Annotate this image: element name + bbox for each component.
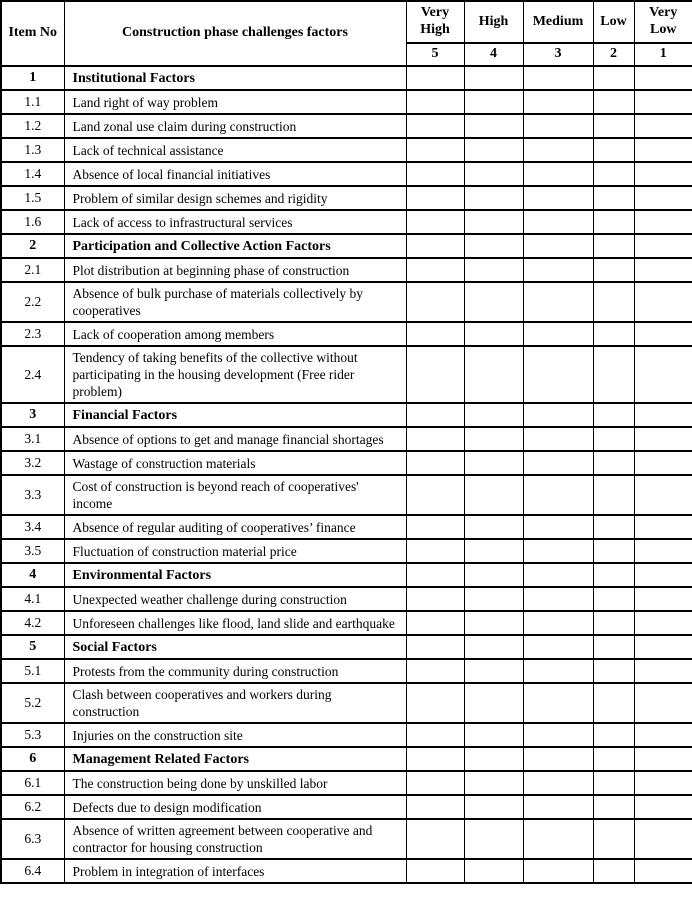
table-row [1, 563, 692, 587]
rating-cell-very-low[interactable] [634, 659, 692, 683]
rating-cell-very-high[interactable] [406, 346, 464, 403]
rating-cell-low[interactable] [593, 515, 634, 539]
rating-cell-very-high[interactable] [406, 322, 464, 346]
table-row [1, 635, 692, 659]
rating-cell-low[interactable] [593, 611, 634, 635]
rating-cell-medium[interactable] [523, 210, 593, 234]
header-scale-high: High [464, 1, 523, 43]
rating-cell-very-low[interactable] [634, 611, 692, 635]
rating-cell-medium[interactable] [523, 186, 593, 210]
rating-cell-low[interactable] [593, 403, 634, 427]
item-no-cell: 1.3 [1, 138, 64, 162]
factor-cell: Defects due to design modification [64, 795, 406, 819]
rating-cell-medium[interactable] [523, 114, 593, 138]
rating-cell-very-high[interactable] [406, 771, 464, 795]
rating-cell-high[interactable] [464, 539, 523, 563]
rating-cell-low[interactable] [593, 859, 634, 883]
item-no-cell: 5.1 [1, 659, 64, 683]
rating-cell-high[interactable] [464, 683, 523, 723]
rating-cell-very-high[interactable] [406, 90, 464, 114]
rating-cell-very-high[interactable] [406, 747, 464, 771]
rating-cell-medium[interactable] [523, 138, 593, 162]
table-row [1, 162, 692, 186]
table-row [1, 282, 692, 322]
item-no-cell: 1.6 [1, 210, 64, 234]
rating-cell-very-high[interactable] [406, 587, 464, 611]
item-no-cell: 2.2 [1, 282, 64, 322]
rating-cell-very-high[interactable] [406, 563, 464, 587]
header-scale-low: Low [593, 1, 634, 43]
rating-cell-high[interactable] [464, 138, 523, 162]
rating-cell-high[interactable] [464, 186, 523, 210]
rating-cell-medium[interactable] [523, 723, 593, 747]
header-scale-value-3: 3 [523, 43, 593, 66]
rating-cell-low[interactable] [593, 138, 634, 162]
rating-cell-very-high[interactable] [406, 475, 464, 515]
rating-cell-very-high[interactable] [406, 186, 464, 210]
rating-cell-low[interactable] [593, 747, 634, 771]
table-row [1, 451, 692, 475]
rating-cell-very-low[interactable] [634, 186, 692, 210]
table-row [1, 859, 692, 883]
factor-cell: Unforeseen challenges like flood, land slide and earthquake [64, 611, 406, 635]
rating-cell-high[interactable] [464, 563, 523, 587]
rating-cell-high[interactable] [464, 659, 523, 683]
factor-cell: Protests from the community during construction [64, 659, 406, 683]
rating-cell-very-high[interactable] [406, 723, 464, 747]
rating-cell-high[interactable] [464, 322, 523, 346]
rating-cell-medium[interactable] [523, 563, 593, 587]
rating-cell-very-low[interactable] [634, 90, 692, 114]
rating-cell-low[interactable] [593, 162, 634, 186]
table-row [1, 90, 692, 114]
factor-cell: Land zonal use claim during construction [64, 114, 406, 138]
table-header [1, 1, 692, 66]
rating-cell-medium[interactable] [523, 322, 593, 346]
rating-cell-high[interactable] [464, 451, 523, 475]
table-row [1, 322, 692, 346]
rating-cell-low[interactable] [593, 683, 634, 723]
rating-cell-low[interactable] [593, 659, 634, 683]
rating-cell-very-low[interactable] [634, 427, 692, 451]
rating-cell-medium[interactable] [523, 427, 593, 451]
rating-cell-low[interactable] [593, 282, 634, 322]
factor-cell: Injuries on the construction site [64, 723, 406, 747]
rating-cell-low[interactable] [593, 539, 634, 563]
table-row [1, 771, 692, 795]
header-scale-very-low: Very Low [634, 1, 692, 43]
rating-cell-low[interactable] [593, 475, 634, 515]
header-label-row [1, 1, 692, 43]
item-no-cell: 2.3 [1, 322, 64, 346]
table-body [1, 66, 692, 883]
item-no-cell: 3 [1, 403, 64, 427]
factor-cell: Land right of way problem [64, 90, 406, 114]
header-scale-value-2: 2 [593, 43, 634, 66]
table-row [1, 587, 692, 611]
rating-cell-high[interactable] [464, 90, 523, 114]
item-no-cell: 6.2 [1, 795, 64, 819]
rating-cell-medium[interactable] [523, 403, 593, 427]
table-row [1, 186, 692, 210]
rating-cell-very-high[interactable] [406, 234, 464, 258]
factor-cell: Problem in integration of interfaces [64, 859, 406, 883]
header-scale-value-4: 4 [464, 43, 523, 66]
rating-cell-very-low[interactable] [634, 539, 692, 563]
rating-cell-high[interactable] [464, 162, 523, 186]
rating-cell-low[interactable] [593, 723, 634, 747]
rating-cell-low[interactable] [593, 451, 634, 475]
rating-cell-very-high[interactable] [406, 66, 464, 90]
rating-cell-very-high[interactable] [406, 683, 464, 723]
rating-cell-very-high[interactable] [406, 451, 464, 475]
table-row [1, 659, 692, 683]
item-no-cell: 6.1 [1, 771, 64, 795]
rating-cell-medium[interactable] [523, 451, 593, 475]
rating-cell-very-high[interactable] [406, 114, 464, 138]
factor-cell: Lack of cooperation among members [64, 322, 406, 346]
rating-cell-medium[interactable] [523, 282, 593, 322]
item-no-cell: 1.1 [1, 90, 64, 114]
rating-cell-low[interactable] [593, 114, 634, 138]
rating-cell-very-low[interactable] [634, 234, 692, 258]
item-no-cell: 3.2 [1, 451, 64, 475]
factor-cell: Lack of technical assistance [64, 138, 406, 162]
rating-cell-very-low[interactable] [634, 795, 692, 819]
factor-cell: Wastage of construction materials [64, 451, 406, 475]
rating-cell-medium[interactable] [523, 771, 593, 795]
item-no-cell: 3.1 [1, 427, 64, 451]
item-no-cell: 3.4 [1, 515, 64, 539]
rating-cell-high[interactable] [464, 234, 523, 258]
rating-cell-medium[interactable] [523, 346, 593, 403]
item-no-cell: 1 [1, 66, 64, 90]
rating-cell-medium[interactable] [523, 659, 593, 683]
item-no-cell: 2.4 [1, 346, 64, 403]
factor-cell: Management Related Factors [64, 747, 406, 771]
rating-cell-low[interactable] [593, 771, 634, 795]
rating-cell-very-high[interactable] [406, 427, 464, 451]
rating-cell-medium[interactable] [523, 747, 593, 771]
rating-cell-very-low[interactable] [634, 723, 692, 747]
rating-cell-high[interactable] [464, 859, 523, 883]
rating-cell-high[interactable] [464, 771, 523, 795]
rating-cell-high[interactable] [464, 258, 523, 282]
factor-cell: Absence of written agreement between cooperative and contractor for housing construction [64, 819, 406, 859]
rating-cell-very-low[interactable] [634, 747, 692, 771]
rating-cell-high[interactable] [464, 747, 523, 771]
rating-cell-very-low[interactable] [634, 859, 692, 883]
rating-cell-high[interactable] [464, 515, 523, 539]
item-no-cell: 6 [1, 747, 64, 771]
rating-cell-medium[interactable] [523, 475, 593, 515]
table-row [1, 539, 692, 563]
rating-cell-high[interactable] [464, 427, 523, 451]
factor-cell: Social Factors [64, 635, 406, 659]
rating-cell-medium[interactable] [523, 66, 593, 90]
factor-cell: The construction being done by unskilled labor [64, 771, 406, 795]
factor-cell: Unexpected weather challenge during construction [64, 587, 406, 611]
rating-cell-very-low[interactable] [634, 282, 692, 322]
factor-cell: Problem of similar design schemes and rigidity [64, 186, 406, 210]
item-no-cell: 1.5 [1, 186, 64, 210]
rating-cell-very-high[interactable] [406, 795, 464, 819]
rating-cell-high[interactable] [464, 635, 523, 659]
table-row [1, 427, 692, 451]
table-row [1, 403, 692, 427]
item-no-cell: 2.1 [1, 258, 64, 282]
rating-cell-very-high[interactable] [406, 282, 464, 322]
rating-cell-very-low[interactable] [634, 162, 692, 186]
table-row [1, 819, 692, 859]
item-no-cell: 6.3 [1, 819, 64, 859]
factor-cell: Plot distribution at beginning phase of construction [64, 258, 406, 282]
rating-cell-very-low[interactable] [634, 258, 692, 282]
rating-cell-high[interactable] [464, 282, 523, 322]
rating-cell-high[interactable] [464, 114, 523, 138]
rating-cell-medium[interactable] [523, 795, 593, 819]
rating-cell-very-high[interactable] [406, 210, 464, 234]
rating-cell-medium[interactable] [523, 162, 593, 186]
rating-cell-very-high[interactable] [406, 258, 464, 282]
rating-cell-medium[interactable] [523, 587, 593, 611]
factor-cell: Fluctuation of construction material price [64, 539, 406, 563]
item-no-cell: 1.2 [1, 114, 64, 138]
table-row [1, 210, 692, 234]
factor-cell: Participation and Collective Action Factors [64, 234, 406, 258]
rating-cell-very-low[interactable] [634, 771, 692, 795]
table-row [1, 747, 692, 771]
factor-cell: Financial Factors [64, 403, 406, 427]
rating-cell-very-high[interactable] [406, 138, 464, 162]
table-row [1, 258, 692, 282]
rating-cell-low[interactable] [593, 563, 634, 587]
item-no-cell: 3.5 [1, 539, 64, 563]
rating-cell-high[interactable] [464, 210, 523, 234]
header-scale-value-1: 1 [634, 43, 692, 66]
rating-cell-low[interactable] [593, 587, 634, 611]
rating-cell-high[interactable] [464, 723, 523, 747]
rating-cell-high[interactable] [464, 795, 523, 819]
table-row [1, 723, 692, 747]
factor-cell: Cost of construction is beyond reach of cooperatives' income [64, 475, 406, 515]
rating-cell-very-high[interactable] [406, 515, 464, 539]
rating-cell-very-low[interactable] [634, 66, 692, 90]
table-row [1, 515, 692, 539]
rating-cell-very-low[interactable] [634, 819, 692, 859]
rating-cell-low[interactable] [593, 322, 634, 346]
header-factors: Construction phase challenges factors [64, 1, 406, 66]
table-row [1, 114, 692, 138]
rating-cell-medium[interactable] [523, 683, 593, 723]
rating-cell-very-low[interactable] [634, 346, 692, 403]
factor-cell: Institutional Factors [64, 66, 406, 90]
rating-cell-medium[interactable] [523, 258, 593, 282]
rating-cell-high[interactable] [464, 475, 523, 515]
item-no-cell: 5.2 [1, 683, 64, 723]
rating-cell-high[interactable] [464, 403, 523, 427]
rating-cell-high[interactable] [464, 611, 523, 635]
item-no-cell: 4.2 [1, 611, 64, 635]
header-scale-value-5: 5 [406, 43, 464, 66]
rating-cell-low[interactable] [593, 346, 634, 403]
table-row [1, 138, 692, 162]
factor-cell: Clash between cooperatives and workers during construction [64, 683, 406, 723]
rating-cell-very-low[interactable] [634, 475, 692, 515]
item-no-cell: 1.4 [1, 162, 64, 186]
rating-cell-very-low[interactable] [634, 114, 692, 138]
table-row [1, 234, 692, 258]
factor-cell: Absence of options to get and manage financial shortages [64, 427, 406, 451]
table-row [1, 795, 692, 819]
rating-cell-medium[interactable] [523, 539, 593, 563]
rating-cell-low[interactable] [593, 258, 634, 282]
table-row [1, 475, 692, 515]
item-no-cell: 4.1 [1, 587, 64, 611]
rating-cell-low[interactable] [593, 210, 634, 234]
factor-cell: Environmental Factors [64, 563, 406, 587]
factor-cell: Absence of local financial initiatives [64, 162, 406, 186]
rating-cell-low[interactable] [593, 635, 634, 659]
rating-cell-medium[interactable] [523, 859, 593, 883]
rating-cell-medium[interactable] [523, 635, 593, 659]
rating-cell-low[interactable] [593, 234, 634, 258]
header-scale-medium: Medium [523, 1, 593, 43]
table-row [1, 66, 692, 90]
rating-cell-very-low[interactable] [634, 515, 692, 539]
rating-cell-very-high[interactable] [406, 659, 464, 683]
rating-cell-medium[interactable] [523, 515, 593, 539]
rating-cell-very-low[interactable] [634, 451, 692, 475]
rating-cell-low[interactable] [593, 90, 634, 114]
rating-cell-very-high[interactable] [406, 859, 464, 883]
table-row [1, 346, 692, 403]
rating-cell-medium[interactable] [523, 90, 593, 114]
header-item-no: Item No [1, 1, 64, 66]
rating-cell-medium[interactable] [523, 234, 593, 258]
rating-cell-very-low[interactable] [634, 587, 692, 611]
table-row [1, 683, 692, 723]
factor-cell: Lack of access to infrastructural services [64, 210, 406, 234]
item-no-cell: 5 [1, 635, 64, 659]
rating-cell-high[interactable] [464, 346, 523, 403]
rating-cell-very-high[interactable] [406, 539, 464, 563]
rating-cell-very-low[interactable] [634, 403, 692, 427]
table-row [1, 611, 692, 635]
rating-cell-high[interactable] [464, 66, 523, 90]
item-no-cell: 4 [1, 563, 64, 587]
rating-cell-low[interactable] [593, 795, 634, 819]
rating-cell-low[interactable] [593, 66, 634, 90]
rating-cell-very-low[interactable] [634, 138, 692, 162]
rating-cell-very-low[interactable] [634, 210, 692, 234]
rating-cell-very-low[interactable] [634, 635, 692, 659]
rating-cell-high[interactable] [464, 819, 523, 859]
rating-cell-very-low[interactable] [634, 563, 692, 587]
rating-cell-very-high[interactable] [406, 162, 464, 186]
rating-cell-very-high[interactable] [406, 611, 464, 635]
rating-cell-high[interactable] [464, 587, 523, 611]
rating-cell-very-high[interactable] [406, 635, 464, 659]
rating-cell-very-high[interactable] [406, 819, 464, 859]
factor-cell: Absence of bulk purchase of materials collectively by cooperatives [64, 282, 406, 322]
rating-cell-very-low[interactable] [634, 683, 692, 723]
rating-cell-medium[interactable] [523, 611, 593, 635]
item-no-cell: 5.3 [1, 723, 64, 747]
rating-cell-medium[interactable] [523, 819, 593, 859]
rating-cell-very-high[interactable] [406, 403, 464, 427]
factor-cell: Absence of regular auditing of cooperatives’ finance [64, 515, 406, 539]
item-no-cell: 6.4 [1, 859, 64, 883]
rating-cell-low[interactable] [593, 427, 634, 451]
rating-cell-very-low[interactable] [634, 322, 692, 346]
item-no-cell: 2 [1, 234, 64, 258]
item-no-cell: 3.3 [1, 475, 64, 515]
rating-cell-low[interactable] [593, 186, 634, 210]
rating-cell-low[interactable] [593, 819, 634, 859]
header-scale-very-high: Very High [406, 1, 464, 43]
factor-cell: Tendency of taking benefits of the collective without participating in the housing development (Free rider problem) [64, 346, 406, 403]
